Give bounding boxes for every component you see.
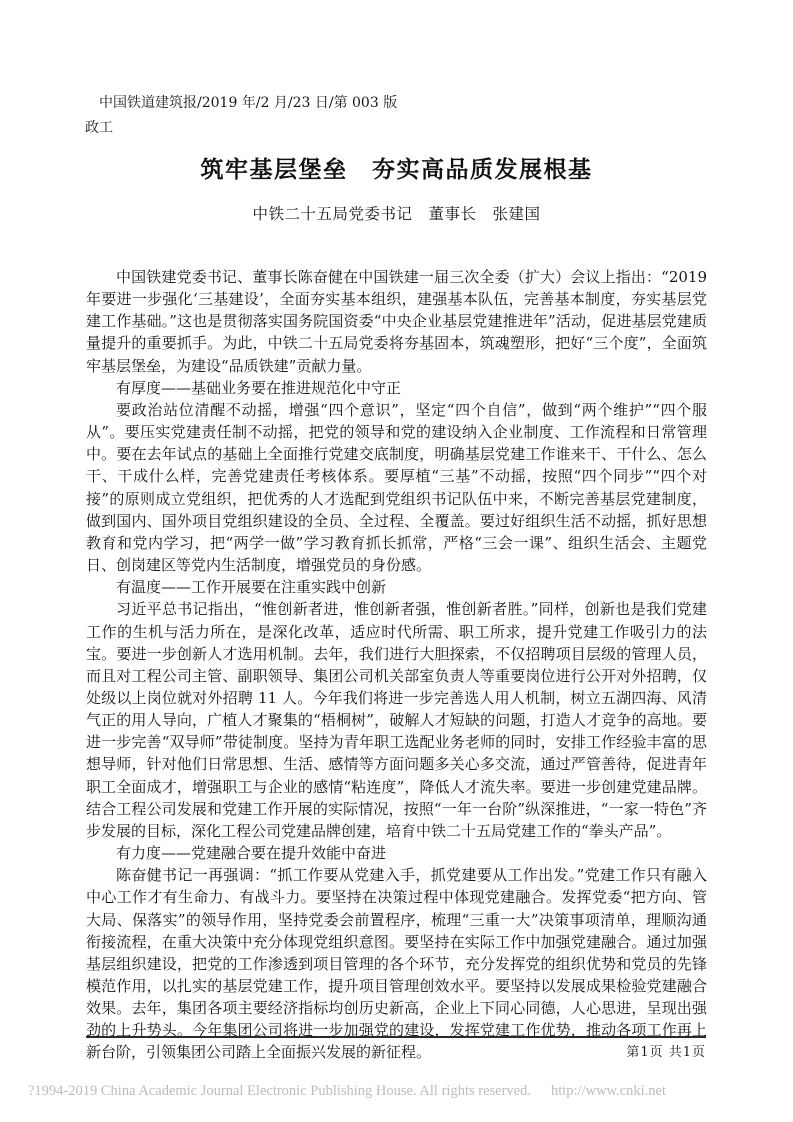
section-heading: 有力度——党建融合要在提升效能中奋进	[116, 844, 387, 863]
article-paragraph: 习近平总书记指出，“惟创新者进，惟创新者强，惟创新者胜。”同样，创新也是我们党建工作的生机与活力所在，是深化改革，适应时代所需、职工所求，提升党建工作吸引力的法宝。要进一步创新人才选用机制。去年，我们进行大胆探索，不仅招聘项目层级的管理人员，而且对工程公司主管、副职领导、集团公司机关部室负责人等重要岗位进行公开对外招聘，仅处级以上岗位就对外招聘 11 人。今年我们将进一步完善选人用人机制，树立五湖四海、风清气正的用人导向，广植人才聚集的“梧桐树”，破解人才短缺的问题，打造人才竞争的高地。要进一步完善“双导师”带徒制度。坚持为青年职工选配业务老师的同时，安排工作经验丰富的思想导师，针对他们日常思想、生活、感情等方面问题多关心多交流，通过严管善待，促进青年职工全面成才，增强职工与企业的感情“粘连度”，降低人才流失率。要进一步创建党建品牌。结合工程公司发展和党建工作开展的实际情况，按照“一年一台阶”纵深推进，“一家一特色”齐步发展的目标，深化工程公司党建品牌创建，培育中铁二十五局党建工作的“拳头产品”。	[86, 600, 707, 840]
document-header	[85, 91, 708, 141]
article-paragraph: 陈奋健书记一再强调：“抓工作要从党建入手，抓党建要从工作出发。”党建工作只有融入中心工作才有生命力、有战斗力。要坚持在决策过程中体现党建融合。发挥党委“把方向、管大局、保落实”的领导作用，坚持党委会前置程序，梳理“三重一大”决策事项清单，理顺沟通衔接流程，在重大决策中充分体现党组织意图。要坚持在实际工作中加强党建融合。通过加强基层组织建设，把党的工作渗透到项目管理的各个环节，充分发挥党的组织优势和党员的先锋模范作用，以扎实的基层党建工作，提升项目管理创效水平。要坚持以发展成果检验党建融合效果。去年，集团各项主要经济指标均创历史新高，企业上下同心同德，人心思进，呈现出强劲的上升势头。今年集团公司将进一步加强党的建设，发挥党建工作优势，推动各项工作再上新台阶，引领集团公司踏上全面振兴发展的新征程。	[86, 866, 707, 1062]
footer-divider	[86, 1036, 706, 1038]
publication-info: 中国铁道建筑报/2019 年/2 月/23 日/第 003 版	[99, 95, 398, 111]
section-heading: 有温度——工作开展要在注重实践中创新	[116, 578, 387, 597]
copyright-bar	[28, 1083, 783, 1100]
section-label: 政工	[85, 120, 113, 136]
article-byline: 中铁二十五局党委书记 董事长 张建国	[252, 205, 541, 223]
article-body	[86, 266, 707, 1064]
page-number-indicator: 第1页 共1页	[626, 1045, 706, 1060]
article-title: 筑牢基层堡垒 夯实高品质发展根基	[200, 156, 593, 183]
article-paragraph: 中国铁建党委书记、董事长陈奋健在中国铁建一届三次全委（扩大）会议上指出：“2019 年要进一步强化‘三基建设’，全面夯实基本组织，建强基本队伍，完善基本制度，夯实基层党建工作基础。”这也是贯彻落实国务院国资委“中央企业基层党建推进年”活动，促进基层党建质量提升的重要抓手。为此，中铁二十五局党委将夯基固本，筑魂塑形，把好“三个度”，全面筑牢基层堡垒，为建设“品质铁建”贡献力量。	[86, 268, 707, 375]
copyright-notice: ?1994-2019 China Academic Journal Electronic Publishing House. All rights reserved.	[28, 1083, 531, 1099]
cnki-url: http://www.cnki.net	[550, 1083, 667, 1099]
article-paragraph: 要政治站位清醒不动摇，增强“四个意识”，坚定“四个自信”，做到“两个维护”“四个服从”。要压实党建责任制不动摇，把党的领导和党的建设纳入企业制度、工作流程和日常管理中。要在去年试点的基础上全面推行党建交底制度，明确基层党建工作谁来干、干什么、怎么干、干成什么样，完善党建责任考核体系。要厚植“三基”不动摇，按照“四个同步”“四个对接”的原则成立党组织，把优秀的人才选配到党组织书记队伍中来，不断完善基层党建制度，做到国内、国外项目党组织建设的全员、全过程、全覆盖。要过好组织生活不动摇，抓好思想教育和党内学习，把“两学一做”学习教育抓长抓常，严格“三会一课”、组织生活会、主题党日、创岗建区等党内生活制度，增强党员的身份感。	[86, 400, 707, 575]
section-heading: 有厚度——基础业务要在推进规范化中守正	[116, 378, 402, 397]
